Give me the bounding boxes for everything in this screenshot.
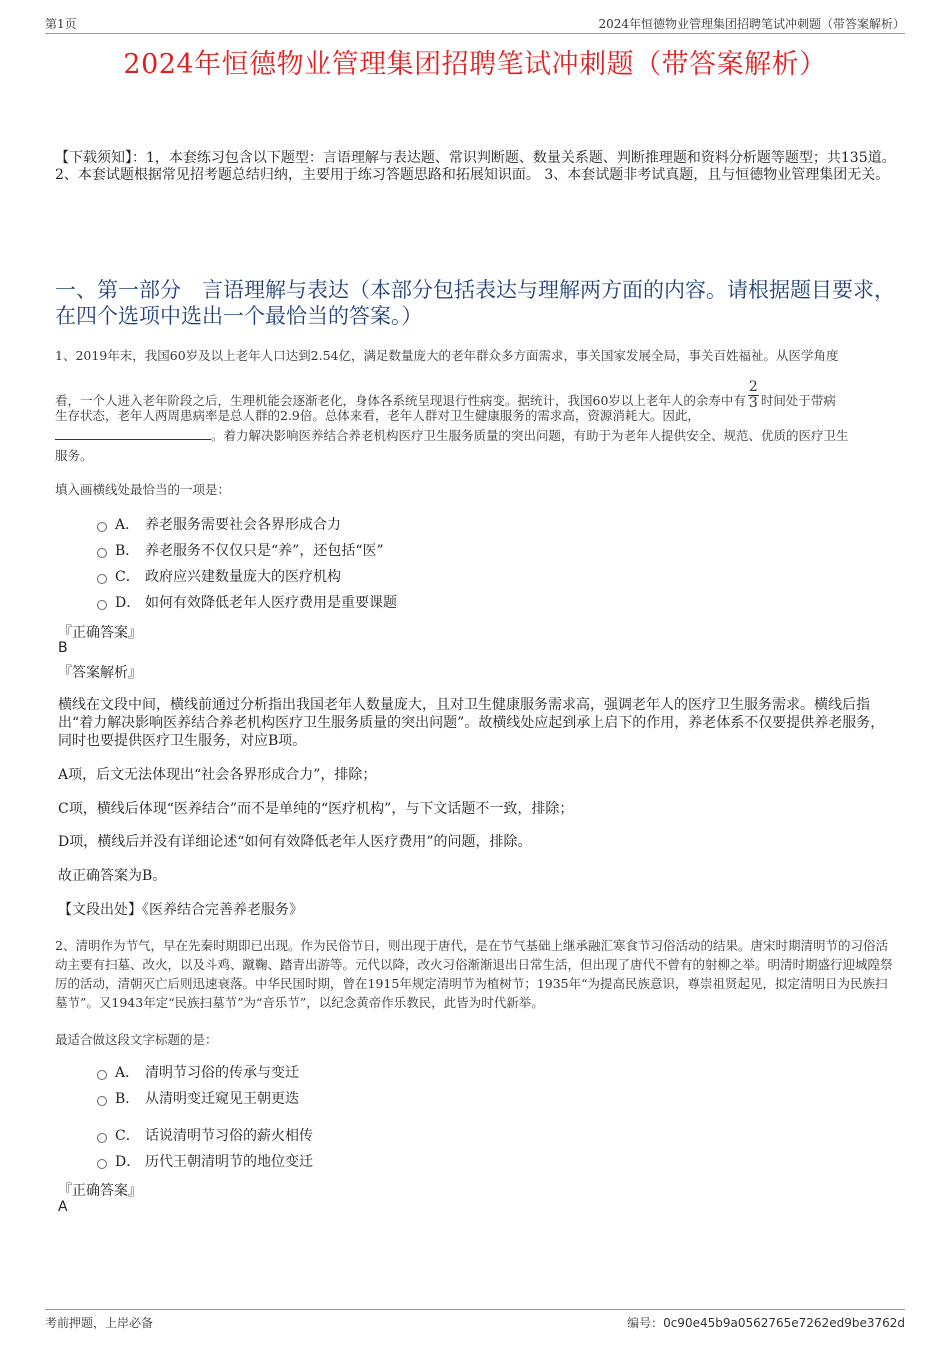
- fill-blank: [55, 427, 211, 440]
- q1-option-c[interactable]: C． 政府应兴建数量庞大的医疗机构: [97, 566, 341, 586]
- radio-icon[interactable]: [97, 1096, 107, 1106]
- q1-analysis-c: C项，横线后体现“医养结合”而不是单纯的“医疗机构”，与下文话题不一致，排除；: [58, 801, 574, 817]
- radio-icon[interactable]: [97, 548, 107, 558]
- q1-line-3: 生存状态，老年人两周患病率是总人群的2.9倍。总体来看，老年人群对卫生健康服务的需求高，资源消耗大。因此，: [55, 408, 700, 423]
- section-heading: 一、第一部分 言语理解与表达（本部分包括表达与理解两方面的内容。请根据题目要求，在四个选项中选出一个最恰当的答案。）: [55, 278, 895, 328]
- radio-icon[interactable]: [97, 1159, 107, 1169]
- fraction-numerator: 2: [748, 379, 758, 395]
- page-number: 第1页: [45, 17, 77, 31]
- q1-option-a[interactable]: A． 养老服务需要社会各界形成合力: [97, 514, 341, 534]
- q1-analysis-main: 横线在文段中间，横线前通过分析指出我国老年人数量庞大，且对卫生健康服务需求高，强调老年人的医疗卫生服务需求。横线后指出“着力解决影响医养结合养老机构医疗卫生服务质量的突出问题”。故横线处应起到承上启下的作用，养老体系不仅要提供养老服务，同时也要提供医疗卫生服务，对应B项。: [58, 697, 885, 749]
- q1-line-5: 服务。: [55, 448, 93, 463]
- q2-text: 2、清明作为节气，早在先秦时期即已出现。作为民俗节日，则出现于唐代，是在节气基础上继承融汇寒食节习俗活动的结果。唐宋时期清明节的习俗活动主要有扫墓、改火，以及斗鸡、蹴鞠、踏青出游等。元代以降，改火习俗渐渐退出日常生活，但出现了唐代不曾有的射柳之举。明清时期盛行迎城隍祭厉的活动，清朝灭亡后则迅速衰落。中华民国时期，曾在1915年规定清明节为植树节；1935年“为提高民族意识，尊崇祖贤起见，拟定清明日为民族扫墓节”。又1943年定“民族扫墓节”为“音乐节”，以纪念黄帝作乐教民，此皆为时代新举。: [55, 938, 893, 1010]
- q2-answer-label: 『正确答案』: [58, 1183, 142, 1199]
- q1-option-b[interactable]: B． 养老服务不仅仅只是“养”，还包括“医”: [97, 540, 384, 560]
- radio-icon[interactable]: [97, 574, 107, 584]
- q1-line-2a: 看，一个人进入老年阶段之后，生理机能会逐渐老化，身体各系统呈现退行性病变。据统计，我国60岁以上老年人的余寿中有: [55, 393, 746, 408]
- footer-divider: [45, 1309, 905, 1310]
- radio-icon[interactable]: [97, 600, 107, 610]
- q1-answer: B: [58, 640, 68, 656]
- q1-analysis-conclusion: 故正确答案为B。: [58, 868, 167, 884]
- footer-code: [627, 1314, 905, 1331]
- q1-line-4: [55, 426, 900, 445]
- footer-code-label: 编号：: [627, 1316, 664, 1330]
- q1-line-1: 1、2019年末，我国60岁及以上老年人口达到2.54亿，满足数量庞大的老年群众多方面需求，事关国家发展全局，事关百姓福祉。从医学角度: [55, 348, 839, 363]
- header-divider: [45, 33, 905, 34]
- q1-option-d[interactable]: D． 如何有效降低老年人医疗费用是重要课题: [97, 592, 397, 612]
- download-notice: 【下载须知】：1，本套练习包含以下题型：言语理解与表达题、常识判断题、数量关系题、判断推理题和资料分析题等题型；共135道。 2、本套试题根据常见招考题总结归纳，主要用于练习答题思路和拓展知识面。 3、本套试题非考试真题，且与恒德物业管理集团无关。: [55, 150, 896, 183]
- q1-analysis-a: A项，后文无法体现出“社会各界形成合力”，排除；: [58, 767, 377, 783]
- radio-icon[interactable]: [97, 1070, 107, 1080]
- q2-option-a[interactable]: A． 清明节习俗的传承与变迁: [97, 1062, 299, 1082]
- header-doc-title: 2024年恒德物业管理集团招聘笔试冲刺题（带答案解析）: [598, 17, 905, 31]
- radio-icon[interactable]: [97, 522, 107, 532]
- radio-icon[interactable]: [97, 1133, 107, 1143]
- q1-prompt: 填入画横线处最恰当的一项是：: [55, 482, 231, 497]
- q1-analysis-d: D项，横线后并没有详细论述“如何有效降低老年人医疗费用”的问题，排除。: [58, 834, 532, 850]
- q2-prompt: 最适合做这段文字标题的是：: [55, 1032, 218, 1047]
- page-title: 2024年恒德物业管理集团招聘笔试冲刺题（带答案解析）: [123, 49, 827, 80]
- q2-option-c[interactable]: C． 话说清明节习俗的薪火相传: [97, 1125, 313, 1145]
- fraction-denominator: 3: [748, 395, 758, 411]
- q2-option-b[interactable]: B． 从清明变迁窥见王朝更迭: [97, 1088, 299, 1108]
- q1-line-4-text: 。着力解决影响医养结合养老机构医疗卫生服务质量的突出问题，有助于为老年人提供安全、规范、优质的医疗卫生: [211, 428, 849, 443]
- q2-answer: A: [58, 1199, 68, 1215]
- q2-option-d[interactable]: D． 历代王朝清明节的地位变迁: [97, 1151, 313, 1171]
- q1-answer-label: 『正确答案』: [58, 625, 142, 641]
- q1-line-2b: 时间处于带病: [760, 393, 836, 408]
- q1-source: 【文段出处】《医养结合完善养老服务》: [58, 902, 303, 918]
- footer-code-value: 0c90e45b9a0562765e7262ed9be3762d: [663, 1316, 905, 1330]
- q1-analysis-label: 『答案解析』: [58, 665, 142, 681]
- footer-slogan: 考前押题，上岸必备: [45, 1316, 154, 1330]
